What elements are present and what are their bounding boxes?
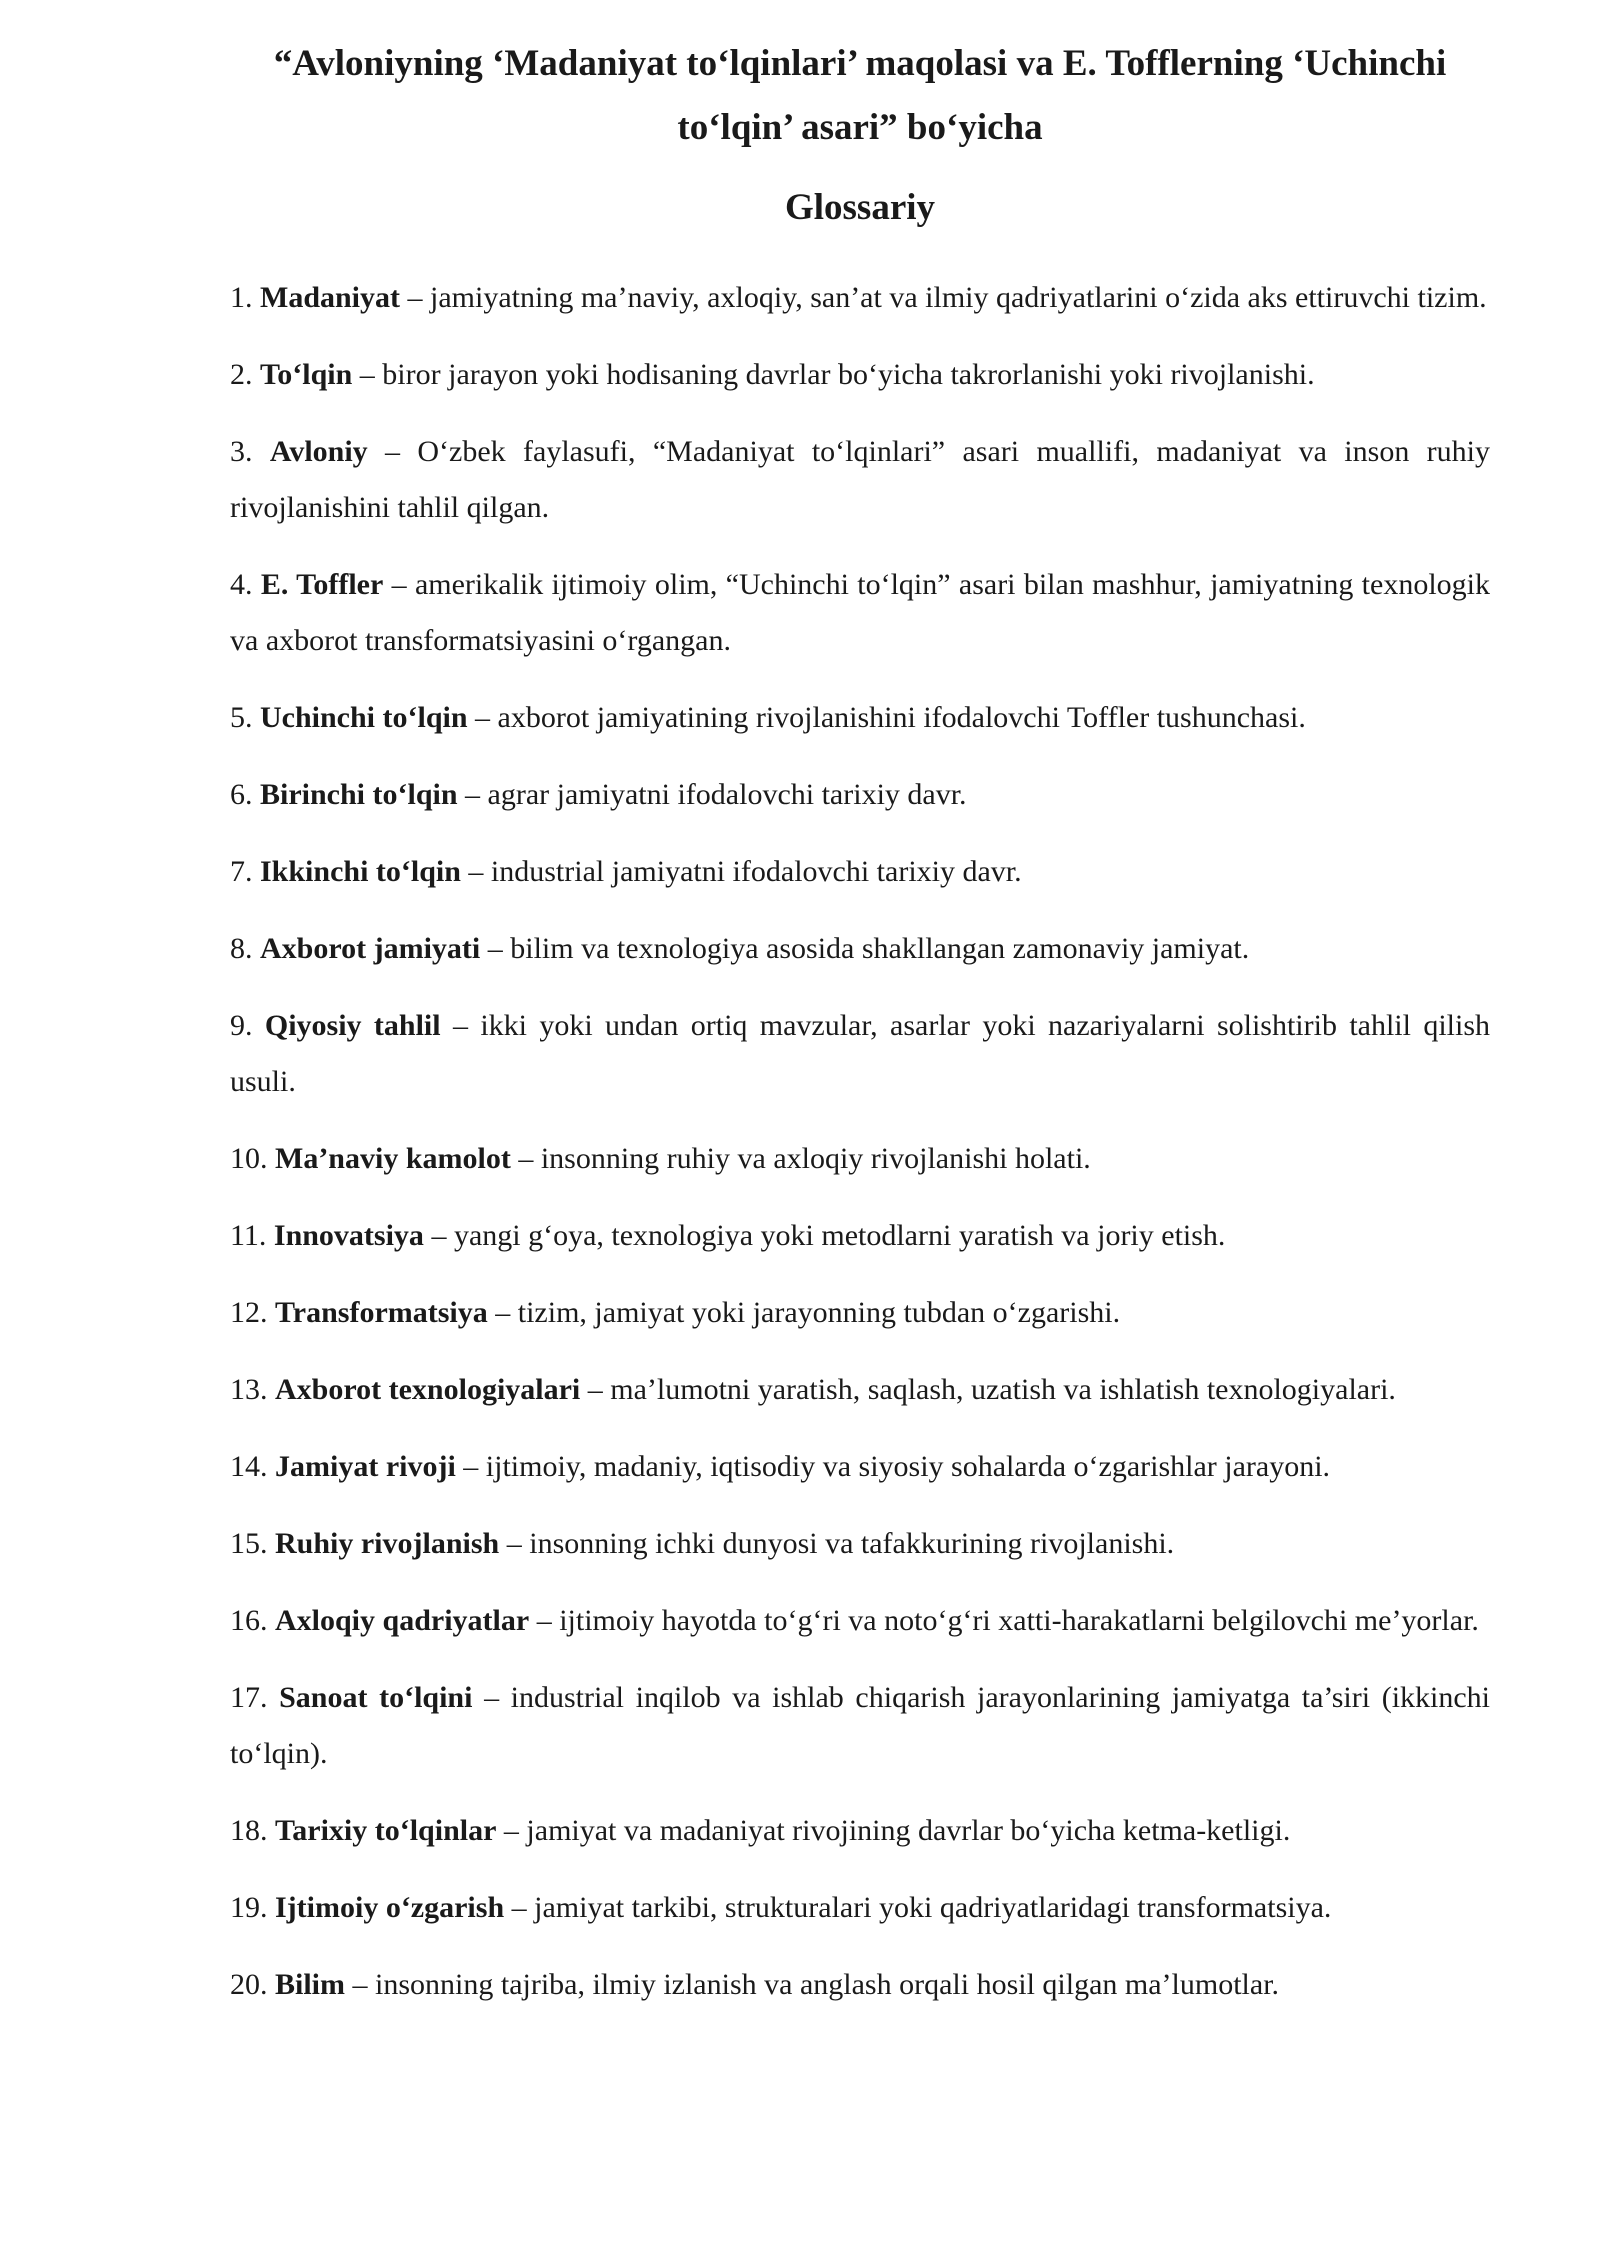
- glossary-entry: [230, 1516, 1490, 1572]
- entry-definition: – industrial jamiyatni ifodalovchi tarixiy davr.: [460, 855, 1022, 888]
- entry-term: Uchinchi to‘lqin: [260, 701, 468, 734]
- glossary-entry: [230, 844, 1490, 900]
- entry-definition: – ma’lumotni yaratish, saqlash, uzatish va ishlatish texnologiyalari.: [580, 1373, 1396, 1406]
- entry-number: 12.: [230, 1296, 268, 1329]
- entry-term: Madaniyat: [260, 281, 401, 314]
- glossary-entry: [230, 557, 1490, 669]
- entry-number: 15.: [230, 1527, 268, 1560]
- entry-term: To‘lqin: [260, 358, 353, 391]
- entry-term: Tarixiy to‘lqinlar: [275, 1814, 497, 1847]
- entry-definition: – bilim va texnologiya asosida shakllangan zamonaviy jamiyat.: [480, 932, 1250, 965]
- entry-definition: – ijtimoiy, madaniy, iqtisodiy va siyosiy sohalarda o‘zgarishlar jarayoni.: [455, 1450, 1331, 1483]
- entry-definition: – jamiyatning ma’naviy, axloqiy, san’at va ilmiy qadriyatlarini o‘zida aks ettiruvchi tizim.: [400, 281, 1487, 314]
- entry-term: Axborot jamiyati: [260, 932, 481, 965]
- entry-number: 1.: [230, 281, 253, 314]
- entry-number: 3.: [230, 435, 253, 468]
- entry-definition: – tizim, jamiyat yoki jarayonning tubdan o‘zgarishi.: [487, 1296, 1121, 1329]
- entry-number: 2.: [230, 358, 253, 391]
- entry-term: Avloniy: [269, 435, 368, 468]
- entry-number: 5.: [230, 701, 253, 734]
- glossary-entry: [230, 1803, 1490, 1859]
- entry-term: Ijtimoiy o‘zgarish: [275, 1891, 505, 1924]
- glossary-entry: [230, 1285, 1490, 1341]
- entry-term: Innovatsiya: [273, 1219, 424, 1252]
- entry-number: 9.: [230, 1009, 253, 1042]
- glossary-entry: [230, 347, 1490, 403]
- document-title: “Avloniyning ‘Madaniyat to‘lqinlari’ maqolasi va E. Tofflerning ‘Uchinchi to‘lqin’ asari” bo‘yicha: [273, 43, 1447, 148]
- entry-term: Axloqiy qadriyatlar: [275, 1604, 530, 1637]
- glossary-entry: [230, 1208, 1490, 1264]
- entry-term: E. Toffler: [260, 568, 384, 601]
- entry-number: 20.: [230, 1968, 268, 2001]
- glossary-entry: [230, 767, 1490, 823]
- entry-definition: – jamiyat va madaniyat rivojining davrlar bo‘yicha ketma-ketligi.: [496, 1814, 1291, 1847]
- glossary-entry: [230, 1670, 1490, 1782]
- entry-definition: – ijtimoiy hayotda to‘g‘ri va noto‘g‘ri xatti-harakatlarni belgilovchi me’yorlar.: [529, 1604, 1479, 1637]
- entry-definition: – insonning ichki dunyosi va tafakkurining rivojlanishi.: [499, 1527, 1175, 1560]
- entry-definition: – industrial inqilob va ishlab chiqarish jarayonlarining jamiyatga ta’siri (ikkinchi to‘lqin).: [230, 1681, 1491, 1770]
- glossary-entry: [230, 921, 1490, 977]
- entry-definition: – jamiyat tarkibi, strukturalari yoki qadriyatlaridagi transformatsiya.: [504, 1891, 1332, 1924]
- entry-term: Sanoat to‘lqini: [279, 1681, 473, 1714]
- entry-number: 6.: [230, 778, 253, 811]
- entry-term: Jamiyat rivoji: [275, 1450, 456, 1483]
- glossary-entry: [230, 270, 1490, 326]
- entry-number: 4.: [230, 568, 253, 601]
- entry-number: 16.: [230, 1604, 268, 1637]
- entry-term: Birinchi to‘lqin: [260, 778, 458, 811]
- entry-number: 10.: [230, 1142, 268, 1175]
- entry-number: 11.: [230, 1219, 267, 1252]
- entry-number: 14.: [230, 1450, 268, 1483]
- entry-number: 18.: [230, 1814, 268, 1847]
- entry-term: Qiyosiy tahlil: [264, 1009, 441, 1042]
- entry-definition: – insonning tajriba, ilmiy izlanish va anglash orqali hosil qilgan ma’lumotlar.: [345, 1968, 1280, 2001]
- glossary-list: [230, 270, 1490, 2013]
- entry-definition: – axborot jamiyatining rivojlanishini ifodalovchi Toffler tushunchasi.: [467, 701, 1306, 734]
- glossary-entry: [230, 1880, 1490, 1936]
- entry-term: Ma’naviy kamolot: [275, 1142, 511, 1175]
- entry-number: 17.: [230, 1681, 268, 1714]
- entry-term: Ruhiy rivojlanish: [275, 1527, 500, 1560]
- entry-definition: – amerikalik ijtimoiy olim, “Uchinchi to‘lqin” asari bilan mashhur, jamiyatning texnologik va axborot transformatsiyasini o‘rgangan.: [230, 568, 1491, 657]
- entry-term: Transformatsiya: [275, 1296, 488, 1329]
- glossary-entry: [230, 690, 1490, 746]
- entry-term: Axborot texnologiyalari: [275, 1373, 581, 1406]
- document-page: [230, 0, 1490, 2034]
- entry-number: 19.: [230, 1891, 268, 1924]
- entry-number: 7.: [230, 855, 253, 888]
- entry-term: Bilim: [275, 1968, 346, 2001]
- entry-definition: – agrar jamiyatni ifodalovchi tarixiy davr.: [457, 778, 967, 811]
- entry-number: 8.: [230, 932, 253, 965]
- entry-definition: – ikki yoki undan ortiq mavzular, asarlar yoki nazariyalarni solishtirib tahlil qilish usuli.: [230, 1009, 1491, 1098]
- glossary-entry: [230, 1957, 1490, 2013]
- glossary-entry: [230, 1131, 1490, 1187]
- entry-term: Ikkinchi to‘lqin: [260, 855, 461, 888]
- entry-number: 13.: [230, 1373, 268, 1406]
- entry-definition: – insonning ruhiy va axloqiy rivojlanishi holati.: [510, 1142, 1091, 1175]
- glossary-entry: [230, 1593, 1490, 1649]
- entry-definition: – yangi g‘oya, texnologiya yoki metodlarni yaratish va joriy etish.: [423, 1219, 1226, 1252]
- glossary-entry: [230, 1439, 1490, 1495]
- entry-definition: – O‘zbek faylasufi, “Madaniyat to‘lqinlari” asari muallifi, madaniyat va inson ruhiy rivojlanishini tahlil qilgan.: [230, 435, 1491, 524]
- glossary-entry: [230, 424, 1490, 536]
- document-subtitle: Glossariy: [784, 187, 936, 228]
- glossary-entry: [230, 998, 1490, 1110]
- entry-definition: – biror jarayon yoki hodisaning davrlar bo‘yicha takrorlanishi yoki rivojlanishi.: [352, 358, 1315, 391]
- glossary-entry: [230, 1362, 1490, 1418]
